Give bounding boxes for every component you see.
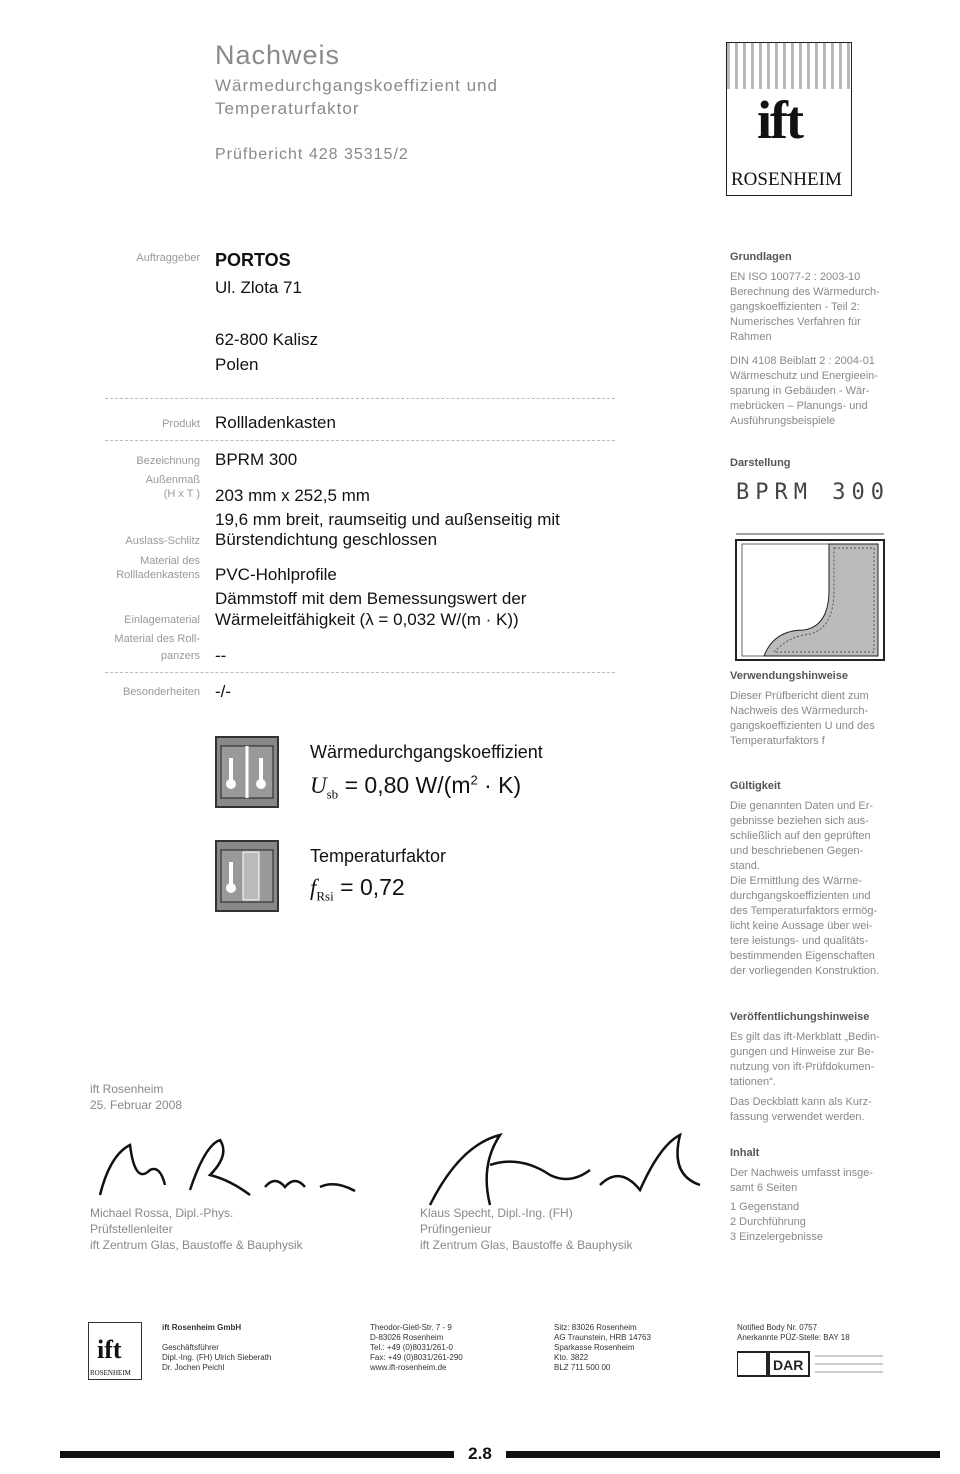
field-value: PVC-Hohlprofile xyxy=(215,565,337,584)
text-line: samt 6 Seiten xyxy=(730,1182,798,1194)
inhalt-heading: Inhalt xyxy=(730,1147,760,1159)
footer-line: Geschäftsführer xyxy=(162,1343,219,1352)
field-label: Rollladenkastens xyxy=(116,569,200,581)
field-value: Ul. Zlota 71 xyxy=(215,278,302,297)
text-line: DIN 4108 Beiblatt 2 : 2004-01 xyxy=(730,355,875,367)
footer-logo xyxy=(88,1322,142,1380)
veroeffentlichung-text xyxy=(730,1030,925,1125)
text-line: bestimmenden Eigenschaften xyxy=(730,950,875,962)
text-line: nutzung von ift-Prüfdokumen- xyxy=(730,1061,875,1073)
grundlagen-text-2 xyxy=(730,354,925,429)
text-line: stand. xyxy=(730,860,760,872)
temperature-factor-icon xyxy=(215,840,279,912)
text-line: der vorliegenden Konstruktion. xyxy=(730,965,880,977)
signer-department: ift Zentrum Glas, Baustoffe & Bauphysik xyxy=(420,1238,633,1252)
footer-line: Sparkasse Rosenheim xyxy=(554,1343,635,1352)
f-symbol: f xyxy=(310,875,317,900)
field-label: Bezeichnung xyxy=(136,455,200,467)
field-value: Rollladenkasten xyxy=(215,413,336,432)
field-value: -- xyxy=(215,646,227,665)
footer-line: Dipl.-Ing. (FH) Ulrich Sieberath xyxy=(162,1353,272,1362)
footer-certification xyxy=(737,1323,850,1343)
signer-name: Klaus Specht, Dipl.-Ing. (FH) xyxy=(420,1206,573,1220)
cross-section-drawing xyxy=(734,530,886,662)
footer-registration xyxy=(554,1323,651,1373)
verwendung-text xyxy=(730,689,925,749)
logo-ift-text: ift xyxy=(757,90,802,150)
text-line: Nachweis des Wärmedurch- xyxy=(730,705,869,717)
text-line: Der Nachweis umfasst insge- xyxy=(730,1167,874,1179)
text-line: sparung in Gebäuden - Wär- xyxy=(730,385,870,397)
dar-logo-icon xyxy=(737,1348,887,1380)
footer-logo-city: ROSENHEIM xyxy=(90,1369,131,1377)
text-line: mebrücken – Planungs- und xyxy=(730,400,868,412)
field-label: Material des Roll- xyxy=(114,633,200,645)
grundlagen-heading: Grundlagen xyxy=(730,251,792,263)
footer-line: AG Traunstein, HRB 14763 xyxy=(554,1333,651,1342)
footer-line: Tel.: +49 (0)8031/261-0 xyxy=(370,1343,453,1352)
text-line: tationen“. xyxy=(730,1076,776,1088)
text-line: und beschriebenen Gegen- xyxy=(730,845,864,857)
signer-department: ift Zentrum Glas, Baustoffe & Bauphysik xyxy=(90,1238,303,1252)
verwendung-heading: Verwendungshinweise xyxy=(730,670,848,682)
field-label: panzers xyxy=(160,650,200,662)
text-line: licht keine Aussage über wei- xyxy=(730,920,873,932)
text-line: fassung verwendet werden. xyxy=(730,1111,865,1123)
field-value: 62-800 Kalisz xyxy=(215,330,319,349)
dar-accreditation-logo xyxy=(737,1348,887,1380)
text-line: Rahmen xyxy=(730,331,772,343)
text-line: gangskoeffizienten - Teil 2: xyxy=(730,301,860,313)
text-line: Dieser Prüfbericht dient zum xyxy=(730,690,869,702)
date-line: 25. Februar 2008 xyxy=(90,1098,183,1112)
footer-line xyxy=(162,1333,271,1343)
footer-address xyxy=(370,1323,463,1373)
u-value-title: Wärmedurchgangskoeffizient xyxy=(310,742,543,762)
grundlagen-text-1 xyxy=(730,270,925,345)
gueltigkeit-heading: Gültigkeit xyxy=(730,780,781,792)
field-label: Material des xyxy=(140,555,200,567)
footer-line: Kto. 3822 xyxy=(554,1353,589,1362)
u-symbol: U xyxy=(310,773,327,798)
field-label: Außenmaß xyxy=(145,474,200,486)
veroeffentlichung-heading: Veröffentlichungshinweise xyxy=(730,1011,870,1023)
drawing-title: BPRM 300 xyxy=(736,480,890,505)
text-line: Es gilt das ift-Merkblatt „Bedin- xyxy=(730,1031,880,1043)
text-line: gangskoeffizienten U und des xyxy=(730,720,875,732)
field-label: (H x T ) xyxy=(163,488,200,500)
footer-logo-ift: ift xyxy=(97,1335,122,1364)
text-line: gungen und Hinweise zur Be- xyxy=(730,1046,875,1058)
u-unit-end: · K) xyxy=(484,772,522,798)
text-line: EN ISO 10077-2 : 2003-10 xyxy=(730,271,861,283)
text-line: gebnisse beziehen sich aus- xyxy=(730,815,869,827)
divider xyxy=(105,440,615,441)
u-superscript: 2 xyxy=(470,772,478,788)
text-line: Berechnung des Wärmedurch- xyxy=(730,286,880,298)
footer-line: Anerkannte PÜZ-Stelle: BAY 18 xyxy=(737,1333,850,1342)
gueltigkeit-text xyxy=(730,799,925,979)
field-label: Einlagematerial xyxy=(124,614,200,626)
place-line: ift Rosenheim xyxy=(90,1082,164,1096)
inhalt-text xyxy=(730,1166,925,1245)
text-line: Die Ermittlung des Wärme- xyxy=(730,875,863,887)
u-value xyxy=(310,772,521,803)
signer-name: Michael Rossa, Dipl.-Phys. xyxy=(90,1206,234,1220)
field-value: 203 mm x 252,5 mm xyxy=(215,486,370,505)
report-number: Prüfbericht 428 35315/2 xyxy=(215,146,409,163)
text-line: schließlich auf den geprüften xyxy=(730,830,871,842)
divider xyxy=(105,672,615,673)
field-value: 19,6 mm breit, raumseitig und außenseitig mit xyxy=(215,510,560,529)
footer-line: Theodor-Gietl-Str. 7 - 9 xyxy=(370,1323,452,1332)
text-line: Die genannten Daten und Er- xyxy=(730,800,874,812)
handwritten-signature-icon xyxy=(420,1125,720,1215)
text-line: durchgangskoeffizienten und xyxy=(730,890,871,902)
thermometer-icon xyxy=(217,738,277,806)
field-value: Polen xyxy=(215,355,259,374)
footer-line: D-83026 Rosenheim xyxy=(370,1333,444,1342)
field-label: Besonderheiten xyxy=(122,686,200,698)
signer-role: Prüfingenieur xyxy=(420,1222,492,1236)
signer-1 xyxy=(90,1205,303,1253)
text-line: 3 Einzelergebnisse xyxy=(730,1231,823,1243)
field-value: PORTOS xyxy=(215,250,291,270)
signer-2 xyxy=(420,1205,633,1253)
text-line: Numerisches Verfahren für xyxy=(730,316,861,328)
document-subtitle-2: Temperaturfaktor xyxy=(215,99,360,118)
document-title: Nachweis xyxy=(215,40,341,70)
text-line: Wärmeschutz und Energieein- xyxy=(730,370,878,382)
text-line: 1 Gegenstand xyxy=(730,1201,800,1213)
field-label: Produkt xyxy=(162,418,200,430)
text-line: des Temperaturfaktors ermög- xyxy=(730,905,878,917)
document-subtitle-1: Wärmedurchgangskoeffizient und xyxy=(215,76,498,95)
field-label: Auftraggeber xyxy=(136,252,200,264)
footer-line: BLZ 711 500 00 xyxy=(554,1363,611,1372)
handwritten-signature-icon xyxy=(90,1125,370,1210)
logo-city-text: ROSENHEIM xyxy=(731,169,842,190)
footer-line: ift Rosenheim GmbH xyxy=(162,1323,242,1332)
window-thermometer-icon xyxy=(217,842,277,910)
field-value: Wärmeleitfähigkeit (λ = 0,032 W/(m · K)) xyxy=(215,610,519,629)
text-line: Temperaturfaktors f xyxy=(730,735,825,747)
u-number: = 0,80 W/(m xyxy=(344,772,471,798)
footer-line: Sitz: 83026 Rosenheim xyxy=(554,1323,637,1332)
f-subscript: Rsi xyxy=(316,888,334,904)
footer-company xyxy=(162,1323,271,1373)
footer-line: Dr. Jochen Peichl xyxy=(162,1363,225,1372)
field-value: BPRM 300 xyxy=(215,450,298,469)
text-line: tere leistungs- und qualitäts- xyxy=(730,935,869,947)
footer-line: Notified Body Nr. 0757 xyxy=(737,1323,818,1332)
profile-section-icon xyxy=(734,530,886,662)
u-subscript: sb xyxy=(326,786,339,802)
temperature-factor-title: Temperaturfaktor xyxy=(310,846,447,866)
page-number: 2.8 xyxy=(454,1444,506,1466)
svg-text:DAR: DAR xyxy=(773,1357,804,1373)
darstellung-heading: Darstellung xyxy=(730,457,791,469)
ift-logo xyxy=(726,42,852,196)
signature-2 xyxy=(420,1125,720,1215)
text-line: 2 Durchführung xyxy=(730,1216,806,1228)
field-value: -/- xyxy=(215,682,232,701)
divider xyxy=(105,398,615,399)
thermal-transmittance-icon xyxy=(215,736,279,808)
field-label: Auslass-Schlitz xyxy=(125,535,200,547)
text-line: Ausführungsbeispiele xyxy=(730,415,836,427)
signature-1 xyxy=(90,1125,370,1210)
signer-role: Prüfstellenleiter xyxy=(90,1222,173,1236)
footer-line: www.ift-rosenheim.de xyxy=(370,1363,447,1372)
footer-line: Fax: +49 (0)8031/261-290 xyxy=(370,1353,463,1362)
temperature-factor-value xyxy=(310,874,405,905)
logo-hatch xyxy=(727,43,851,89)
field-value: Bürstendichtung geschlossen xyxy=(215,530,438,549)
text-line: Das Deckblatt kann als Kurz- xyxy=(730,1096,872,1108)
f-number: = 0,72 xyxy=(340,874,405,900)
field-value: Dämmstoff mit dem Bemessungswert der xyxy=(215,589,527,608)
